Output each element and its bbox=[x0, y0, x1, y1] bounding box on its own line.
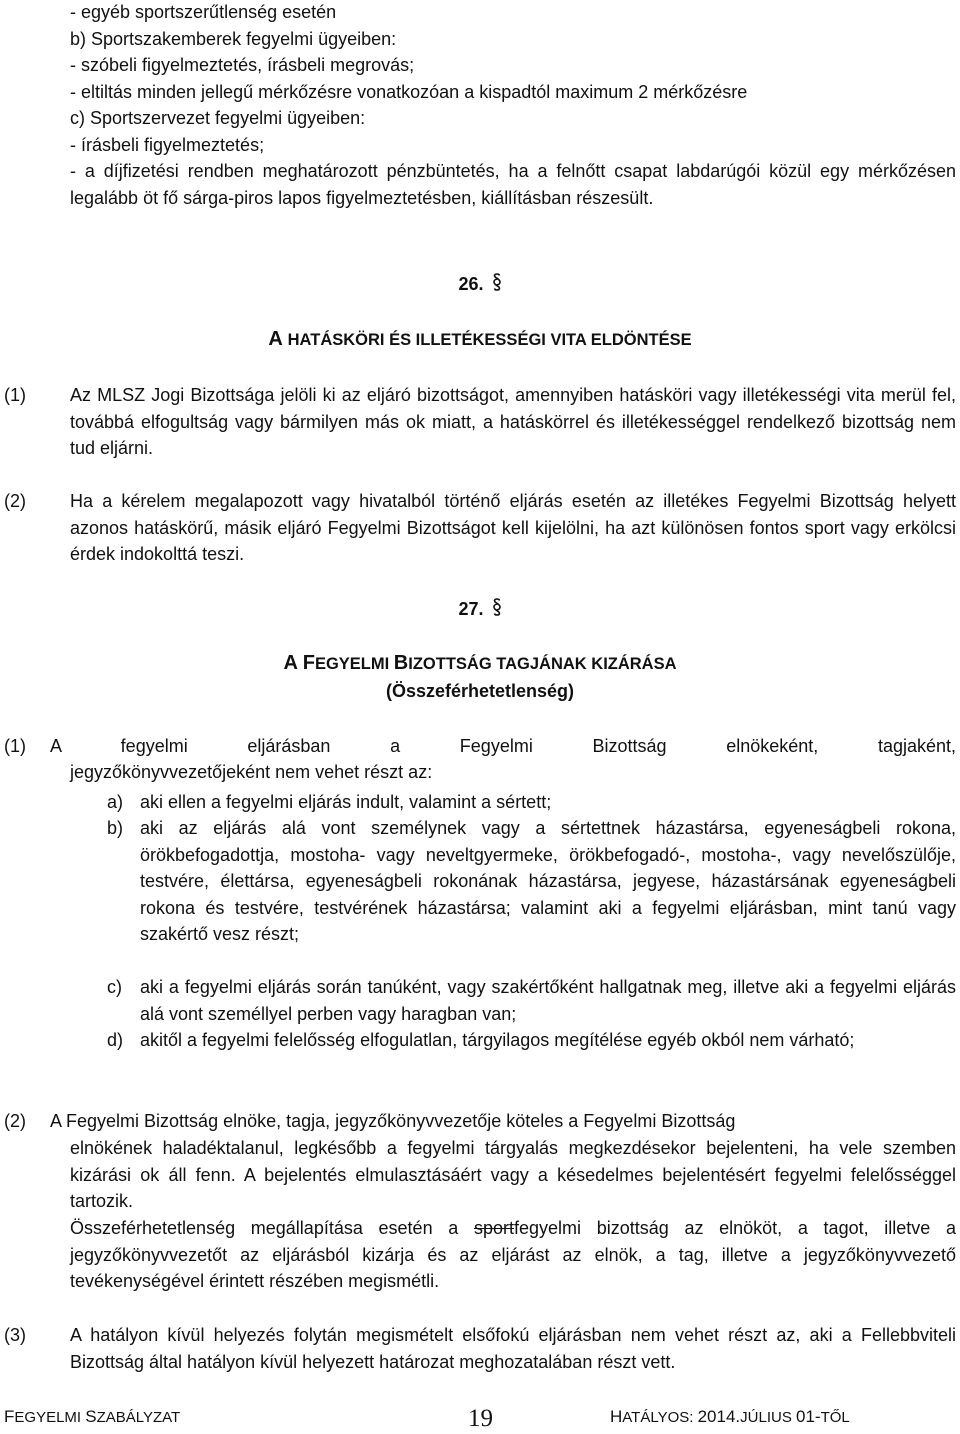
top-line-5: c) Sportszervezet fegyelmi ügyeiben: bbox=[70, 108, 366, 128]
s27-item-b-text: aki az eljárás alá vont személynek vagy a sértettnek házastársa, egyeneságbeli rokona, örökbefogadottja, mostoha- vagy neveltgyermeke, örökbefogadó-, mostoha-, vagy nevelőszülője, testvére, élettársa, egyeneságbeli rokonának házastársa, jegyese, házastársának egyeneságbeli rokona és testvére, testvérének házastársa; valamint aki a fegyelmi eljárásban, mint tanú vagy szakértő vesz részt; bbox=[140, 818, 956, 944]
s27-p2-number: (2) bbox=[4, 1111, 26, 1131]
s27-item-b-letter: b) bbox=[107, 818, 124, 838]
s27-p2-line-1: A Fegyelmi Bizottság elnöke, tagja, jegyzőkönyvvezetője köteles a Fegyelmi Bizottság bbox=[50, 1111, 736, 1131]
s27-item-c-letter: c) bbox=[107, 977, 122, 997]
top-line-7: - a díjfizetési rendben meghatározott pénzbüntetés, ha a felnőtt csapat labdarúgói közül egy mérkőzésen legalább öt fő sárga-piros lapos figyelmeztetésben, kiállításban részesült. bbox=[70, 161, 956, 208]
s27-p3-text: A hatályon kívül helyezés folytán megismételt elsőfokú eljárásban nem vehet részt az, aki a Fellebbviteli Bizottság által hatályon kívül helyezett határozat meghozatalában részt vett. bbox=[70, 1325, 956, 1372]
s27-item-a-text: aki ellen a fegyelmi eljárás indult, valamint a sértett; bbox=[140, 792, 552, 812]
section-26-title: A HATÁSKÖRI ÉS ILLETÉKESSÉGI VITA ELDÖNTÉSE bbox=[268, 328, 692, 350]
s27-p1-line-1: A fegyelmi eljárásban a Fegyelmi Bizottság elnökeként, tagjaként, bbox=[50, 736, 956, 756]
page-number: 19 bbox=[468, 1405, 493, 1432]
section-27-number: 27. bbox=[0, 595, 960, 623]
s27-p1-number: (1) bbox=[4, 736, 26, 756]
s27-item-d-text: akitől a fegyelmi felelősség elfogulatlan, tárgyilagos megítélése egyéb okból nem várható; bbox=[140, 1030, 855, 1050]
footer-document-name: FEGYELMI SZABÁLYZAT bbox=[4, 1407, 181, 1426]
s27-p2-second-paragraph: Összeférhetetlenség megállapítása esetén a sportfegyelmi bizottság az elnököt, a tagot, illetve a jegyzőkönyvvezetőt az eljárásból kizárja és az eljárást az elnök, a tag, illetve a jegyzőkönyvvezető tevékenységével érintett részében megismétli. bbox=[70, 1218, 956, 1291]
s27-p1-line-2: jegyzőkönyvvezetőjeként nem vehet részt az: bbox=[70, 762, 433, 782]
s27-item-c-text: aki a fegyelmi eljárás során tanúként, vagy szakértőként hallgatnak meg, illetve aki a fegyelmi eljárás alá vont személlyel perben vagy haragban van; bbox=[140, 977, 956, 1024]
s26-p1-number: (1) bbox=[4, 385, 26, 405]
s27-item-d-letter: d) bbox=[107, 1030, 124, 1050]
s26-p2-text: Ha a kérelem megalapozott vagy hivatalból történő eljárás esetén az illetékes Fegyelmi Bizottság helyett azonos hatáskörű, másik eljáró Fegyelmi Bizottságot kell kijelölni, ha azt különösen fontos sport vagy erkölcsi érdek indokolttá teszi. bbox=[70, 491, 956, 564]
s26-p2-number: (2) bbox=[4, 491, 26, 511]
s27-p3-number: (3) bbox=[4, 1325, 26, 1345]
top-line-4: - eltiltás minden jellegű mérkőzésre vonatkozóan a kispadtól maximum 2 mérkőzésre bbox=[70, 82, 748, 102]
footer-effective-date: HATÁLYOS: 2014.JÚLIUS 01-TŐL bbox=[610, 1407, 850, 1426]
section-27-title: A FEGYELMI BIZOTTSÁG TAGJÁNAK KIZÁRÁSA bbox=[283, 652, 677, 674]
top-line-3: - szóbeli figyelmeztetés, írásbeli megrovás; bbox=[70, 55, 415, 75]
section-27-subtitle: (Összeférhetetlenség) bbox=[385, 681, 575, 701]
s27-p2-text: elnökének haladéktalanul, legkésőbb a fegyelmi tárgyalás megkezdésekor bejelenteni, ha vele szemben kizárási ok áll fenn. A bejelentés elmulasztásáért vagy a késedelmes bejelentésért fegyelmi felelősséggel tartozik. bbox=[70, 1138, 956, 1211]
struck-word: sport bbox=[473, 1218, 514, 1238]
s27-item-a-letter: a) bbox=[107, 792, 124, 812]
section-sign-icon bbox=[492, 597, 502, 617]
top-line-6: - írásbeli figyelmeztetés; bbox=[70, 135, 265, 155]
section-26-number: 26. bbox=[0, 270, 960, 298]
top-line-2: b) Sportszakemberek fegyelmi ügyeiben: bbox=[70, 29, 397, 49]
section-sign-icon bbox=[492, 272, 502, 292]
top-line-1: - egyéb sportszerűtlenség esetén bbox=[70, 2, 337, 22]
s26-p1-text: Az MLSZ Jogi Bizottsága jelöli ki az eljáró bizottságot, amennyiben hatásköri vagy illetékességi vita merül fel, továbbá elfogultság vagy bármilyen más ok miatt, a hatáskörrel és illetékességgel rendelkező bizottság nem tud eljárni. bbox=[70, 385, 956, 458]
